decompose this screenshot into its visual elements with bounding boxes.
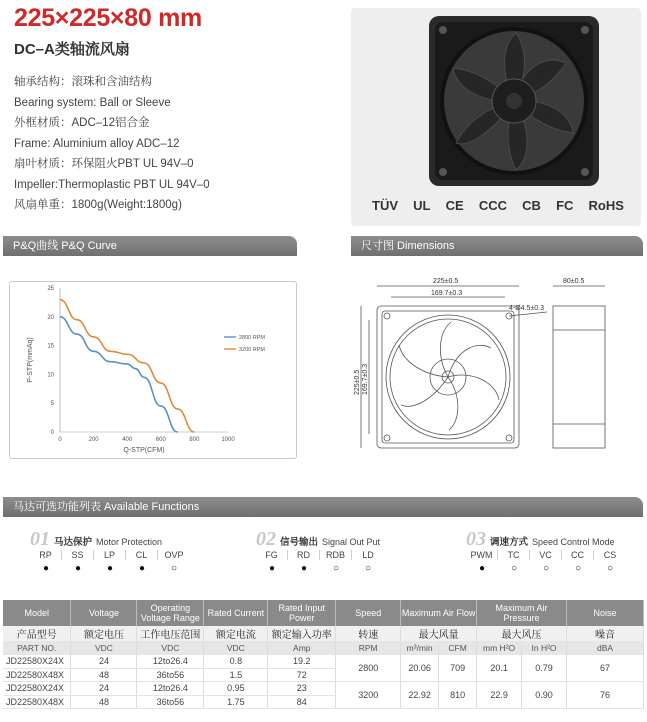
availability-mark: ○ bbox=[574, 563, 582, 574]
dim-depth: 80±0.5 bbox=[563, 278, 585, 285]
dim-height-inner: 169.7±0.3 bbox=[362, 363, 369, 395]
y-tick-label: 20 bbox=[47, 314, 54, 321]
cell-speed: 2800 bbox=[336, 655, 401, 682]
product-subtitle: DC–A类轴流风扇 bbox=[14, 41, 130, 58]
function-number: 01 bbox=[30, 528, 50, 550]
cn-header: 额定输入功率 bbox=[268, 626, 336, 641]
function-code: LP bbox=[94, 550, 126, 560]
y-tick-label: 10 bbox=[47, 372, 54, 379]
cn-header: 最大风量 bbox=[401, 626, 477, 641]
unit-cell: VDC bbox=[71, 641, 137, 655]
tuv-logo: TÜV bbox=[372, 198, 398, 213]
cell-noise: 67 bbox=[567, 655, 644, 682]
cell-current: 0.8 bbox=[204, 655, 268, 669]
function-title-cn: 马达保护 bbox=[54, 537, 93, 548]
cell-current: 1.5 bbox=[204, 668, 268, 682]
y-tick-label: 15 bbox=[47, 343, 54, 350]
spec-impeller-cn: 扇叶材质：环保阻火PBT UL 94V–0 bbox=[14, 158, 194, 170]
cell-flow-cfm: 810 bbox=[439, 682, 477, 709]
x-tick-label: 400 bbox=[122, 437, 133, 443]
cell-speed: 3200 bbox=[336, 682, 401, 709]
function-title-en: Signal Out Put bbox=[322, 537, 381, 547]
unit-cell: VDC bbox=[137, 641, 204, 655]
function-code: VC bbox=[530, 550, 562, 560]
function-code: PWM bbox=[466, 550, 498, 560]
dimensions-heading: 尺寸图 Dimensions bbox=[351, 236, 643, 256]
spec-table bbox=[3, 600, 644, 709]
function-number: 02 bbox=[256, 528, 276, 550]
header-noise: Noise bbox=[567, 600, 644, 626]
unit-cell: mm H²O bbox=[477, 641, 522, 655]
function-code: RP bbox=[30, 550, 62, 560]
fan-photo bbox=[351, 8, 641, 226]
dimension-drawing bbox=[351, 270, 643, 462]
spec-frame-en: Frame: Aluminium alloy ADC–12 bbox=[14, 137, 180, 150]
availability-mark: ● bbox=[106, 563, 114, 574]
header-power: Rated Input Power bbox=[268, 600, 336, 626]
header-model: Model bbox=[3, 600, 71, 626]
header-voltage: Voltage bbox=[71, 600, 137, 626]
x-tick-label: 1000 bbox=[221, 437, 235, 443]
series-line-3200-rpm bbox=[60, 300, 194, 432]
availability-mark: ○ bbox=[170, 563, 178, 574]
function-code: LD bbox=[362, 550, 374, 560]
dim-width-inner: 169.7±0.3 bbox=[431, 290, 463, 297]
pq-chart-svg bbox=[10, 282, 296, 458]
cell-range: 36to56 bbox=[137, 668, 204, 682]
legend-label: 3200 RPM bbox=[239, 347, 265, 353]
cell-model: JD22580X48X bbox=[3, 668, 71, 682]
product-title: 225×225×80 mm bbox=[14, 4, 202, 32]
function-code: CL bbox=[126, 550, 158, 560]
availability-mark: ○ bbox=[510, 563, 518, 574]
spec-frame-cn: 外框材质：ADC–12铝合金 bbox=[14, 117, 150, 129]
function-speed-control bbox=[466, 528, 626, 574]
function-title-cn: 调速方式 bbox=[490, 537, 529, 548]
header-airflow: Maximum Air Flow bbox=[401, 600, 477, 626]
x-axis-label: Q-STP(CFM) bbox=[123, 447, 165, 454]
cn-header: 工作电压范围 bbox=[137, 626, 204, 641]
cb-logo: CB bbox=[522, 198, 541, 213]
function-code: SS bbox=[62, 550, 94, 560]
legend-label: 2800 RPM bbox=[239, 335, 265, 341]
ce-logo: CE bbox=[445, 198, 464, 213]
spec-weight: 风扇单重：1800g(Weight:1800g) bbox=[14, 199, 182, 211]
y-tick-label: 0 bbox=[50, 430, 54, 436]
unit-cell: VDC bbox=[204, 641, 268, 655]
x-tick-label: 200 bbox=[88, 437, 99, 443]
cn-header: 额定电压 bbox=[71, 626, 137, 641]
y-axis-label: P-STP(mmAq) bbox=[27, 337, 34, 383]
function-code: FG bbox=[256, 550, 288, 560]
cell-noise: 76 bbox=[567, 682, 644, 709]
cell-range: 36to56 bbox=[137, 695, 204, 709]
availability-mark: ○ bbox=[542, 563, 550, 574]
cell-power: 84 bbox=[268, 695, 336, 709]
cell-model: JD22580X48X bbox=[3, 695, 71, 709]
cell-current: 1.75 bbox=[204, 695, 268, 709]
function-code: RD bbox=[288, 550, 320, 560]
cell-voltage: 24 bbox=[71, 655, 137, 669]
cell-current: 0.95 bbox=[204, 682, 268, 696]
unit-cell: dBA bbox=[567, 641, 644, 655]
unit-cell: Amp bbox=[268, 641, 336, 655]
availability-mark: ● bbox=[42, 563, 50, 574]
header-pressure: Maximum Air Pressure bbox=[477, 600, 567, 626]
unit-cell: m³/min bbox=[401, 641, 439, 655]
header-current: Rated Current bbox=[204, 600, 268, 626]
cell-press-mm: 22.9 bbox=[477, 682, 522, 709]
cell-flow-m3: 22.92 bbox=[401, 682, 439, 709]
availability-mark: ● bbox=[300, 563, 308, 574]
header-speed: Speed bbox=[336, 600, 401, 626]
ul-logo: UL bbox=[413, 198, 431, 213]
cn-header: 额定电流 bbox=[204, 626, 268, 641]
certification-logos bbox=[372, 198, 624, 213]
availability-mark: ○ bbox=[332, 563, 340, 574]
function-code: CS bbox=[603, 550, 617, 560]
dimension-svg bbox=[351, 270, 643, 462]
cn-header: 转速 bbox=[336, 626, 401, 641]
unit-cell: CFM bbox=[439, 641, 477, 655]
y-tick-label: 5 bbox=[50, 401, 54, 408]
function-code: OVP bbox=[164, 550, 184, 560]
spec-bearing-cn: 轴承结构：滚珠和含油结构 bbox=[14, 76, 152, 88]
cell-power: 23 bbox=[268, 682, 336, 696]
table-row bbox=[3, 655, 644, 669]
dim-height-outer: 225±0.5 bbox=[354, 369, 361, 395]
functions-heading: 马达可选功能列表 Available Functions bbox=[3, 497, 643, 517]
cell-power: 72 bbox=[268, 668, 336, 682]
availability-mark: ○ bbox=[606, 563, 614, 574]
spec-list bbox=[14, 72, 210, 216]
cell-press-in: 0.79 bbox=[522, 655, 567, 682]
unit-cell: PART NO. bbox=[3, 641, 71, 655]
cell-flow-m3: 20.06 bbox=[401, 655, 439, 682]
cell-voltage: 48 bbox=[71, 668, 137, 682]
cell-press-mm: 20.1 bbox=[477, 655, 522, 682]
dim-hole: 4-Ø4.5±0.3 bbox=[509, 305, 544, 312]
cell-model: JD22580X24X bbox=[3, 655, 71, 669]
function-code: TC bbox=[498, 550, 530, 560]
cell-range: 12to26.4 bbox=[137, 682, 204, 696]
cell-model: JD22580X24X bbox=[3, 682, 71, 696]
function-code: RDB bbox=[320, 550, 352, 560]
fcc-logo: FC bbox=[556, 198, 574, 213]
product-image bbox=[351, 8, 641, 226]
cell-flow-cfm: 709 bbox=[439, 655, 477, 682]
function-motor-protection bbox=[30, 528, 190, 574]
unit-cell: In H²O bbox=[522, 641, 567, 655]
availability-mark: ● bbox=[138, 563, 146, 574]
unit-cell: RPM bbox=[336, 641, 401, 655]
function-title-en: Motor Protection bbox=[96, 537, 163, 547]
function-title-cn: 信号输出 bbox=[280, 537, 319, 548]
cn-header: 噪音 bbox=[567, 626, 644, 641]
availability-mark: ● bbox=[478, 563, 486, 574]
availability-mark: ● bbox=[268, 563, 276, 574]
pq-chart bbox=[9, 281, 297, 459]
series-line-2800-rpm bbox=[60, 317, 178, 432]
function-number: 03 bbox=[466, 528, 486, 550]
function-title-en: Speed Control Mode bbox=[532, 537, 615, 547]
cell-press-in: 0.90 bbox=[522, 682, 567, 709]
cn-header: 最大风压 bbox=[477, 626, 567, 641]
x-tick-label: 0 bbox=[58, 437, 62, 443]
ccc-logo: CCC bbox=[478, 198, 507, 213]
function-signal-output bbox=[256, 528, 384, 574]
spec-impeller-en: Impeller:Thermoplastic PBT UL 94V–0 bbox=[14, 178, 210, 191]
cell-voltage: 24 bbox=[71, 682, 137, 696]
cell-voltage: 48 bbox=[71, 695, 137, 709]
spec-bearing-en: Bearing system: Ball or Sleeve bbox=[14, 96, 171, 109]
function-code: CC bbox=[562, 550, 594, 560]
header-range: Operating Voltage Range bbox=[137, 600, 204, 626]
cn-header: 产品型号 bbox=[3, 626, 71, 641]
table-row bbox=[3, 682, 644, 696]
availability-mark: ○ bbox=[364, 563, 372, 574]
rohs-logo: RoHS bbox=[588, 198, 624, 213]
availability-mark: ● bbox=[74, 563, 82, 574]
pq-curve-heading: P&Q曲线 P&Q Curve bbox=[3, 236, 297, 256]
cell-range: 12to26.4 bbox=[137, 655, 204, 669]
dim-width-outer: 225±0.5 bbox=[433, 278, 459, 285]
x-tick-label: 600 bbox=[155, 437, 166, 443]
cell-power: 19.2 bbox=[268, 655, 336, 669]
x-tick-label: 800 bbox=[189, 437, 200, 443]
y-tick-label: 25 bbox=[47, 286, 54, 292]
